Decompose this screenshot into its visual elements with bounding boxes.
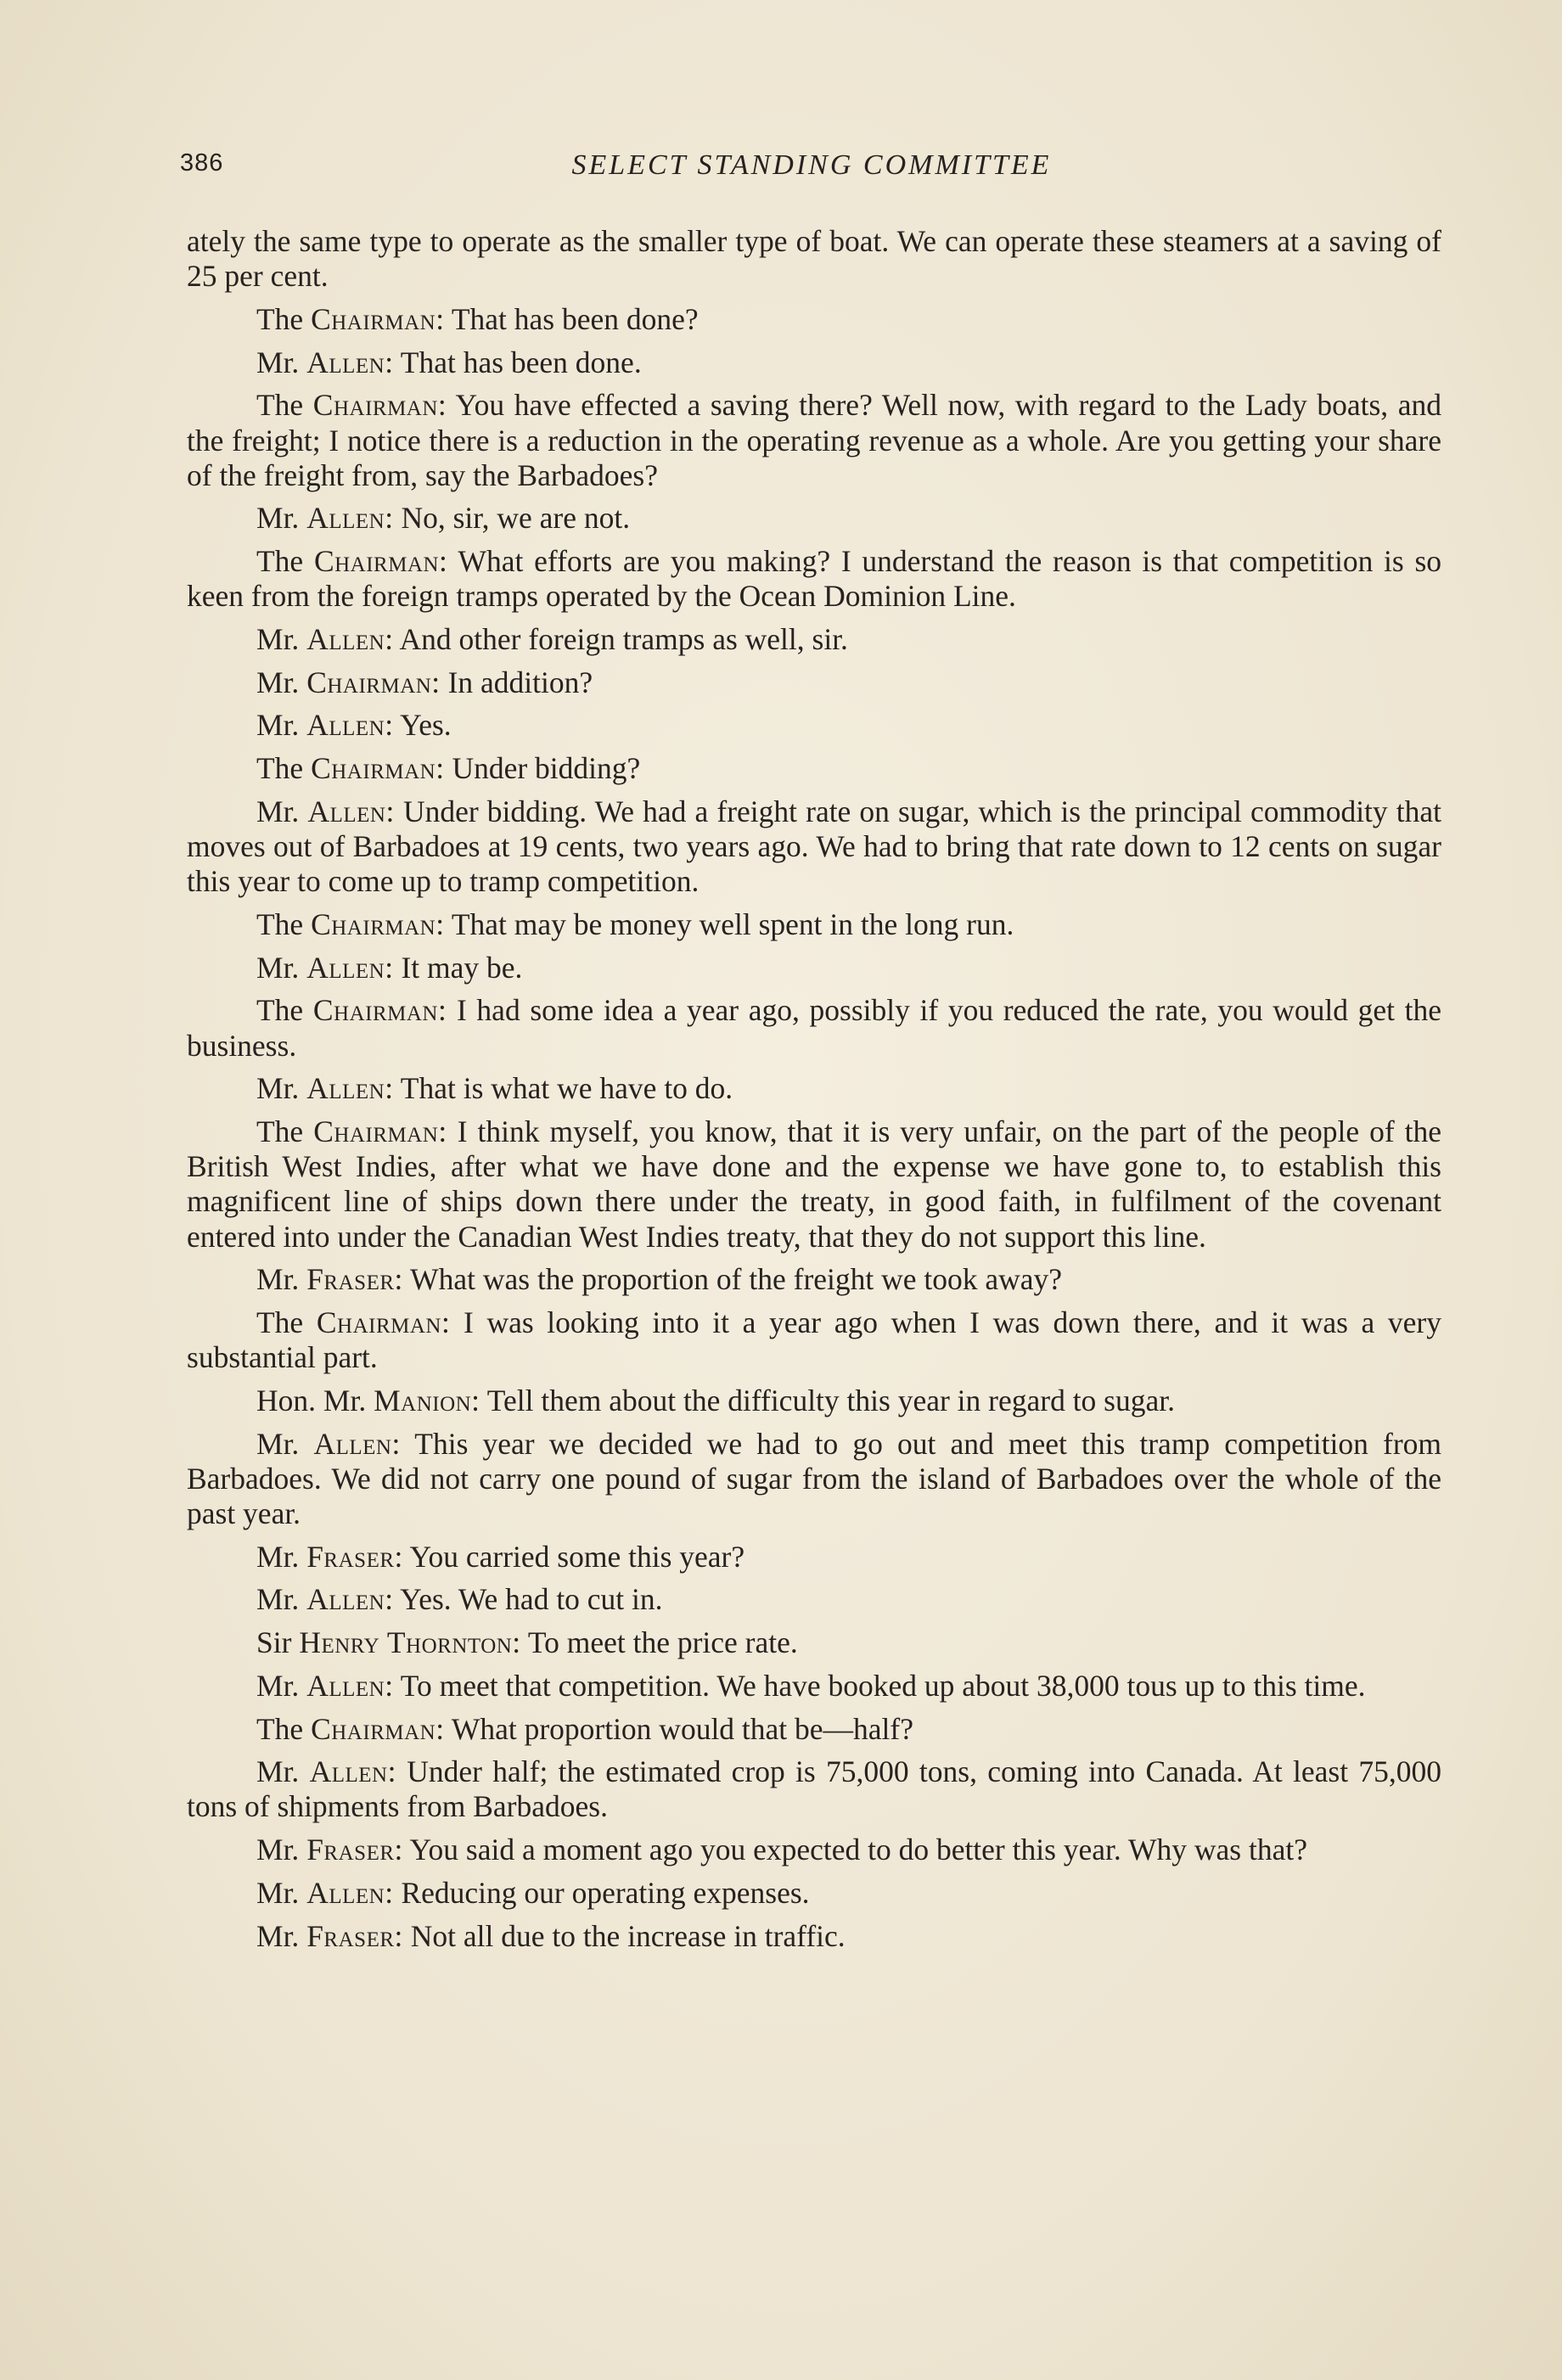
continuation-paragraph [187,224,1441,294]
paragraph-text: Under bidding? [452,751,641,786]
testimony-paragraph [187,794,1441,900]
speaker-prefix: Mr. [256,1875,300,1910]
speaker-prefix: Mr. [256,1833,300,1867]
paragraph-text: What was the proportion of the freight we took away? [410,1262,1063,1297]
testimony-paragraph [187,1754,1441,1824]
testimony-paragraph [187,501,1441,536]
speaker-prefix: Mr. [256,794,300,828]
speaker-prefix: The [256,388,304,423]
testimony-paragraph [187,708,1441,743]
testimony-paragraph [187,1540,1441,1575]
paragraph-text: To meet that competition. We have booked up about 38,000 tous up to this time. [400,1668,1366,1703]
testimony-paragraph [187,1625,1441,1660]
speaker-prefix: The [256,301,304,336]
testimony-paragraph [187,751,1441,786]
speaker-prefix: The [256,993,304,1028]
paragraph-text: Not all due to the increase in traffic. [410,1918,846,1953]
paragraph-text: I was looking into it a year ago when I was down there, and it was a very substantial part. [187,1305,1442,1375]
speaker-prefix: Mr. [256,708,300,743]
speaker-prefix: Mr. [256,1918,300,1953]
speaker-name: Fraser: [306,1539,403,1574]
paragraph-text: You have effected a saving there? Well now, with regard to the Lady boats, and the freight; I notice there is a reduction in the operating revenue as a whole. Are you getting your share of the freight from, say the Barbadoes? [187,388,1441,492]
speaker-name: Chairman: [311,1711,445,1746]
speaker-prefix: Hon. Mr. [256,1383,367,1417]
paragraph-text: Yes. We had to cut in. [400,1582,663,1617]
speaker-prefix: The [256,544,304,579]
paragraph-text: To meet the price rate. [527,1625,798,1660]
speaker-prefix: Sir [256,1625,292,1660]
speaker-prefix: Mr. [256,1754,300,1789]
paragraph-text: Under bidding. We had a freight rate on sugar, which is the principal commodity that moves out of Barbadoes at 19 cents, two years ago. We had to bring that rate down to 12 cents on sugar this year to come up to tramp competition. [187,794,1442,899]
speaker-prefix: The [256,1711,304,1746]
testimony-paragraph [187,951,1441,985]
paragraph-text: Under half; the estimated crop is 75,000 tons, coming into Canada. At least 75,000 tons of shipments from Barbadoes. [187,1754,1441,1824]
page-number: 386 [180,149,224,177]
paragraph-text: No, sir, we are not. [401,501,631,536]
speaker-prefix: Mr. [256,665,300,699]
paragraph-text: That has been done? [451,301,699,336]
speaker-name: Allen: [306,501,394,536]
speaker-name: Allen: [309,1754,396,1789]
testimony-paragraph [187,544,1441,614]
testimony-paragraph [187,622,1441,657]
body-text [187,224,1441,1962]
paragraph-text: That may be money well spent in the long run. [451,907,1014,941]
paragraph-text: This year we decided we had to go out and meet this tramp competition from Barbadoes. We did not carry one pound of sugar from the island of Barbadoes over the whole of the past year. [187,1426,1442,1530]
speaker-prefix: Mr. [256,1539,300,1574]
paragraph-text: ately the same type to operate as the smaller type of boat. We can operate these steamers at a saving of 25 per cent. [187,224,1441,294]
testimony-paragraph [187,1384,1441,1418]
paragraph-text: What efforts are you making? I understand the reason is that competition is so keen from the foreign tramps operated by the Ocean Dominion Line. [187,544,1442,614]
paragraph-text: It may be. [401,950,523,985]
speaker-name: Fraser: [306,1833,403,1867]
speaker-name: Chairman: [306,665,441,699]
speaker-name: Allen: [313,1426,401,1461]
speaker-prefix: Mr. [256,1668,300,1703]
speaker-prefix: Mr. [256,1582,300,1617]
speaker-prefix: The [256,751,304,786]
speaker-name: Henry Thornton: [299,1625,521,1660]
testimony-paragraph [187,993,1441,1063]
paragraph-text: What proportion would that be—half? [451,1711,913,1746]
speaker-name: Chairman: [316,1305,451,1339]
testimony-paragraph [187,1305,1441,1375]
testimony-paragraph [187,1919,1441,1954]
running-head [180,149,1443,192]
speaker-name: Allen: [306,1875,394,1910]
testimony-paragraph [187,1582,1441,1617]
testimony-paragraph [187,665,1441,700]
speaker-name: Chairman: [312,993,447,1028]
paragraph-text: That has been done. [400,345,642,379]
speaker-prefix: Mr. [256,950,300,985]
speaker-name: Allen: [306,950,394,985]
speaker-name: Chairman: [312,388,447,423]
speaker-name: Allen: [306,708,394,743]
speaker-name: Allen: [306,1668,394,1703]
paragraph-text: And other foreign tramps as well, sir. [399,622,848,657]
paragraph-text: Tell them about the difficulty this year in regard to sugar. [486,1383,1175,1417]
speaker-prefix: Mr. [256,501,300,536]
testimony-paragraph [187,1427,1441,1532]
speaker-name: Allen: [306,345,394,379]
speaker-prefix: Mr. [256,1071,300,1106]
running-title: SELECT STANDING COMMITTEE [571,149,1052,181]
testimony-paragraph [187,1114,1441,1255]
paragraph-text: You said a moment ago you expected to do better this year. Why was that? [409,1833,1307,1867]
speaker-name: Allen: [307,794,395,828]
speaker-name: Chairman: [313,544,448,579]
speaker-name: Fraser: [306,1918,403,1953]
speaker-name: Manion: [374,1383,480,1417]
speaker-prefix: Mr. [256,345,300,379]
paragraph-text: I had some idea a year ago, possibly if you reduced the rate, you would get the business. [187,993,1442,1063]
paragraph-text: Reducing our operating expenses. [401,1875,810,1910]
speaker-name: Chairman: [313,1114,447,1148]
speaker-prefix: The [256,1305,304,1339]
speaker-name: Chairman: [311,751,445,786]
testimony-paragraph [187,1669,1441,1704]
testimony-paragraph [187,907,1441,942]
testimony-paragraph [187,345,1441,380]
paragraph-text: That is what we have to do. [400,1071,733,1106]
speaker-name: Chairman: [311,907,445,941]
paragraph-text: I think myself, you know, that it is very unfair, on the part of the people of the British West Indies, after what we have done and the expense we have gone to, to establish this magnificent line of ships down there under the treaty, in good faith, in fulfilment of the covenant entered into under the Canadian West Indies treaty, that they do not support this line. [187,1114,1442,1254]
testimony-paragraph [187,1833,1441,1867]
speaker-prefix: The [256,1114,304,1148]
paragraph-text: Yes. [400,708,452,743]
speaker-prefix: The [256,907,304,941]
testimony-paragraph [187,1712,1441,1747]
testimony-paragraph [187,388,1441,493]
speaker-name: Chairman: [311,301,445,336]
testimony-paragraph [187,1071,1441,1106]
speaker-name: Allen: [306,622,394,657]
testimony-paragraph [187,1876,1441,1911]
speaker-prefix: Mr. [256,1262,300,1297]
paragraph-text: You carried some this year? [409,1539,745,1574]
speaker-prefix: Mr. [256,1426,300,1461]
speaker-name: Allen: [306,1071,394,1106]
testimony-paragraph [187,1262,1441,1297]
testimony-paragraph [187,302,1441,337]
speaker-name: Fraser: [306,1262,403,1297]
speaker-prefix: Mr. [256,622,300,657]
speaker-name: Allen: [306,1582,394,1617]
paragraph-text: In addition? [447,665,593,699]
